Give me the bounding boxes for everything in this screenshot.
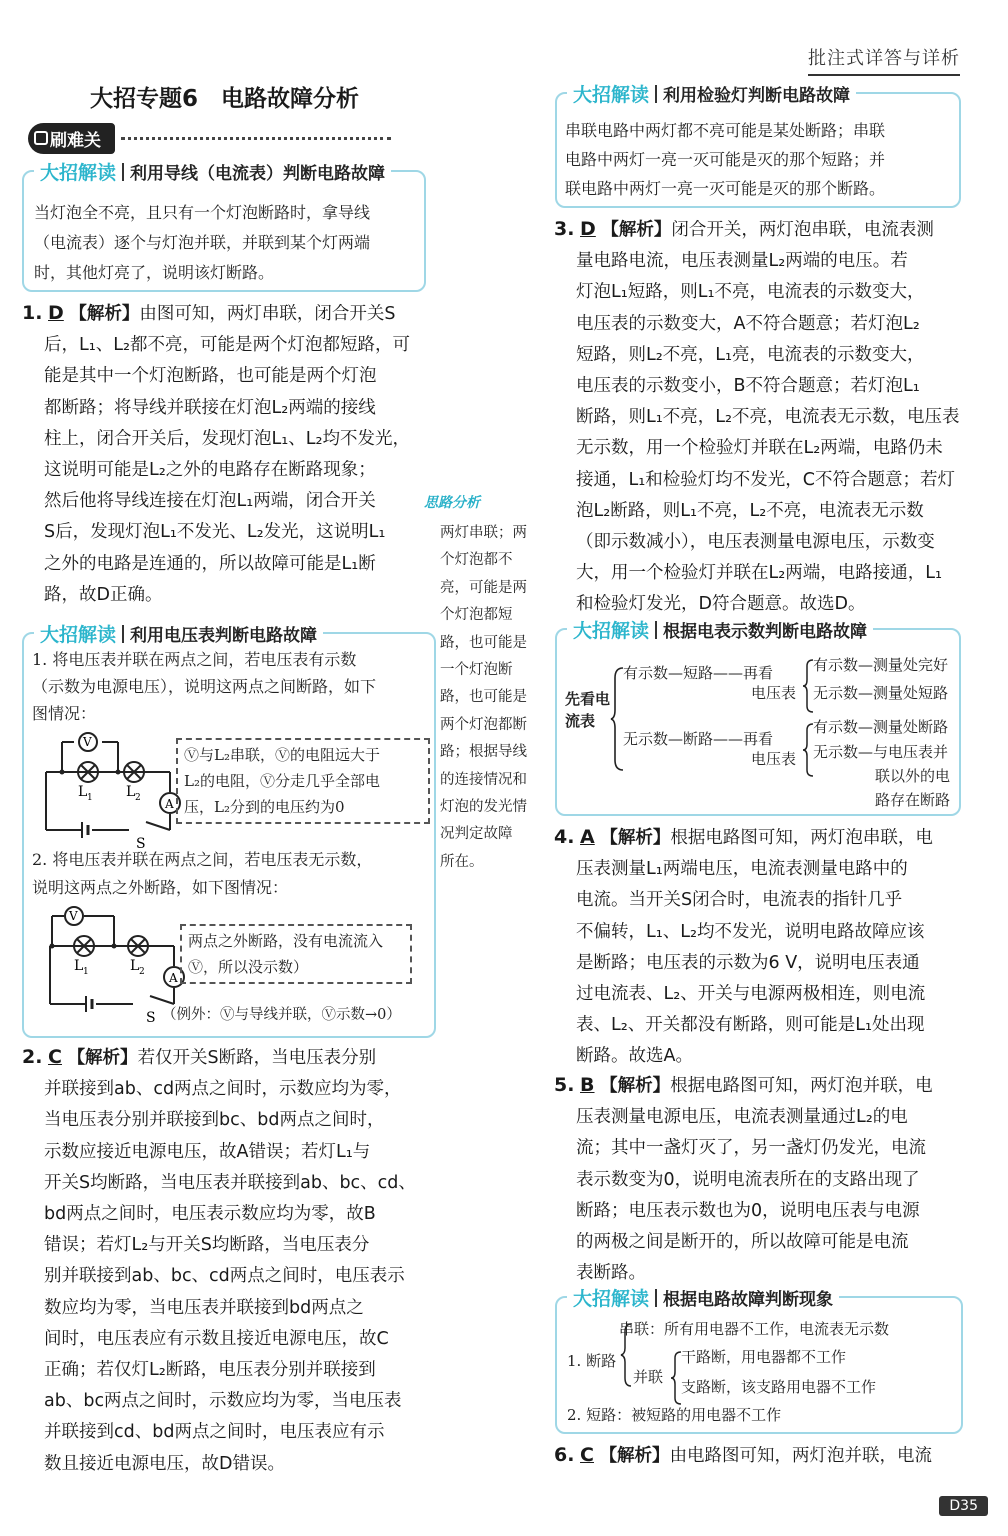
tree-leaf: 串联：所有用电器不工作，电流表无示数	[619, 1320, 890, 1338]
sidenote-line: 灯泡的发光情	[440, 799, 527, 816]
answer-key: B	[580, 1074, 595, 1096]
answer-key: A	[580, 826, 595, 848]
lamp-subscript: 1	[87, 793, 93, 803]
answer-key: C	[580, 1444, 594, 1466]
tip-line: 串联电路中两灯都不亮可能是某处断路；串联	[565, 121, 886, 140]
tree-branch-cont: 电压表	[751, 684, 797, 702]
answer-line: 由图可知，两灯串联，闭合开关S	[139, 304, 396, 324]
answer-line: 电压表的示数变小，B不符合题意；若灯泡L₁	[576, 376, 920, 397]
tip-line: （电流表）逐个与灯泡并联，并联到某个灯两端	[34, 233, 371, 252]
tip-box-wire	[22, 162, 426, 292]
diagram-note-1	[176, 738, 430, 824]
answer-1	[22, 298, 432, 611]
sidenote-line: 况判定故障	[440, 826, 513, 843]
sidenote-line: 所在。	[440, 853, 484, 870]
tip-box-header	[34, 158, 391, 185]
lamp-label: L	[130, 958, 140, 974]
answer-line: 接通，L₁和检验灯均不发光，C不符合题意；若灯	[576, 469, 955, 490]
answer-line: 断路。故选A。	[576, 1046, 693, 1067]
tree-root: 2. 短路：被短路的用电器不工作	[567, 1406, 782, 1424]
answer-line: 不偏转，L₁、L₂均不发光，说明电路故障应该	[576, 921, 925, 942]
header-tag: 批注式详答与详析	[808, 44, 960, 76]
lamp-subscript: 2	[139, 967, 145, 977]
tip-line: 图情况：	[32, 704, 97, 723]
tip-line: 联电路中两灯一亮一灭可能是灭的那个断路。	[565, 179, 886, 198]
header-separator	[655, 1289, 657, 1307]
answer-line: 柱上，闭合开关后，发现灯泡L₁、L₂均不发光，	[44, 428, 411, 449]
tip-tag: 大招解读	[40, 162, 117, 184]
junction-dot	[112, 944, 117, 949]
tip-title: 利用检验灯判断电路故障	[663, 86, 851, 106]
answer-line: 并联接到ab、cd两点之间时，示数应均为零，	[44, 1079, 402, 1100]
analysis-label: 【解析】	[67, 1048, 138, 1068]
analysis-label: 【解析】	[599, 1446, 670, 1466]
answer-line: 根据电路图可知，两灯泡并联，电	[670, 1076, 933, 1096]
sidenote-line: 一个灯泡断	[440, 662, 513, 679]
section-flag	[28, 122, 391, 154]
tip-line: 说明这两点之外断路，如下图情况：	[32, 878, 289, 897]
tip-tag: 大招解读	[573, 84, 650, 106]
answer-line: 表示数变为0，说明电流表所在的支路出现了	[576, 1169, 920, 1190]
question-number: 5.	[554, 1074, 575, 1096]
tip-title: 利用导线（电流表）判断电路故障	[130, 164, 386, 184]
answer-line: 示数应接近电源电压，故A错误；若灯L₁与	[44, 1141, 371, 1162]
question-number: 3.	[554, 218, 575, 240]
lamp-subscript: 1	[83, 967, 89, 977]
tip-line: 时，其他灯亮了，说明该灯断路。	[34, 263, 275, 282]
question-number: 1.	[22, 302, 43, 324]
tree-leaf: 有示数—测量处完好	[813, 656, 949, 674]
answer-line: 的两极之间是断开的，所以故障可能是电流	[576, 1232, 909, 1253]
answer-6	[554, 1440, 974, 1472]
tree-root	[565, 688, 610, 732]
note-line: 压，L₂分到的电压约为0	[184, 798, 345, 816]
tip-text	[32, 646, 376, 727]
tree-branch-cont: 电压表	[751, 750, 797, 768]
tip-title: 根据电路故障判断现象	[663, 1290, 834, 1310]
tree-leaf-line: 路存在断路	[875, 791, 951, 809]
answer-line: 压表测量电源电压，电流表测量通过L₂的电	[576, 1107, 908, 1128]
answer-line: 是断路；电压表的示数为6 V，说明电压表通	[576, 952, 920, 973]
note-line: Ⓥ与L₂串联，Ⓥ的电阻远大于	[184, 746, 380, 764]
page-title: 大招专题6 电路故障分析	[90, 86, 360, 112]
lamp-label: L	[74, 958, 84, 974]
tip-tag: 大招解读	[573, 1288, 650, 1310]
tree-root-line: 先看电	[565, 690, 611, 708]
analysis-label: 【解析】	[69, 304, 140, 324]
tip-line: 当灯泡全不亮，且只有一个灯泡断路时，拿导线	[34, 203, 371, 222]
answer-line: 后，L₁、L₂都不亮，可能是两个灯泡都短路，可	[44, 335, 411, 356]
analysis-label: 【解析】	[600, 1076, 671, 1096]
lamp-subscript: 2	[135, 793, 141, 803]
answer-line: 流；其中一盏灯灭了，另一盏灯仍发光，电流	[576, 1138, 926, 1159]
answer-line: 泡L₂断路，则L₁不亮，L₂不亮，电流表无示数	[576, 500, 924, 521]
sidenote-label: 思路分析	[424, 495, 480, 511]
voltmeter-label: V	[69, 909, 78, 923]
answer-line: bd两点之间时，电压表示数应均为零，故B	[44, 1204, 376, 1225]
switch-label: S	[136, 836, 146, 852]
tree-root: 1. 断路	[567, 1352, 617, 1370]
answer-line: 电压表的示数变大，A不符合题意；若灯泡L₂	[576, 313, 920, 334]
ammeter-label: A	[169, 971, 178, 985]
answer-key: D	[580, 218, 596, 240]
lamp-label: L	[78, 784, 88, 800]
tip-line: 1. 将电压表并联在两点之间，若电压表有示数	[32, 650, 357, 669]
answer-5	[554, 1070, 966, 1289]
answer-key: C	[48, 1046, 62, 1068]
answer-3	[554, 214, 966, 621]
tree-leaf: 干路断，用电器都不工作	[681, 1348, 847, 1366]
junction-dot	[60, 770, 65, 775]
answer-line: 错误；若灯L₂与开关S均断路，当电压表分	[44, 1235, 370, 1256]
junction-dot	[50, 944, 55, 949]
tree-leaf: 支路断，该支路用电器不工作	[681, 1378, 877, 1396]
question-number: 2.	[22, 1046, 43, 1068]
switch-label: S	[146, 1010, 156, 1026]
tree-leaf: 无示数—测量处短路	[813, 684, 949, 702]
answer-line: 灯泡L₁短路，则L₁不亮，电流表的示数变大，	[576, 282, 925, 303]
header-separator	[655, 621, 657, 639]
exception-note: （例外：Ⓥ与导线并联，Ⓥ示数→0）	[162, 1007, 401, 1023]
sidenote-line: 两灯串联；两	[440, 525, 527, 541]
tree-leaf	[813, 740, 950, 812]
tip-box-test-lamp	[555, 84, 961, 208]
answer-line: 短路，则L₂不亮，L₁亮，电流表的示数变大，	[576, 344, 925, 365]
note-line: Ⓥ，所以没示数）	[188, 958, 309, 976]
tip-tag: 大招解读	[573, 620, 650, 642]
page-number: D35	[939, 1496, 988, 1516]
tree-branch: 无示数—断路——再看	[623, 730, 774, 748]
tip-line: （示数为电源电压），说明这两点之间断路，如下	[32, 677, 377, 696]
sidenote-line: 个灯泡都短	[440, 607, 513, 624]
header-separator	[122, 625, 124, 643]
tip-text	[565, 116, 885, 203]
voltmeter-label: V	[83, 735, 92, 749]
sidenote-line: 的连接情况和	[440, 771, 527, 788]
answer-line: 能是其中一个灯泡断路，也可能是两个灯泡	[44, 366, 377, 387]
answer-line: 这说明可能是L₂之外的电路存在断路现象；	[44, 460, 376, 481]
tip-tag: 大招解读	[40, 624, 117, 646]
answer-line: 量电路电流，电压表测量L₂两端的电压。若	[576, 251, 908, 272]
answer-line: 数应均为零，当电压表并联接到bd两点之	[44, 1297, 364, 1318]
sidenote-line: 路，也可能是	[440, 634, 527, 651]
tip-box-fault-phenomena	[555, 1288, 963, 1434]
tree-brace	[619, 1320, 633, 1390]
tip-line: 2. 将电压表并联在两点之间，若电压表无示数，	[32, 850, 373, 869]
answer-line: 压表测量L₁两端电压，电流表测量电路中的	[576, 859, 908, 880]
lamp-label: L	[126, 784, 136, 800]
tip-box-header	[567, 616, 873, 643]
analysis-label: 【解析】	[600, 828, 671, 848]
diagram-note-2	[180, 924, 412, 984]
answer-line: ab、bc两点之间时，示数应均为零，当电压表	[44, 1391, 402, 1412]
answer-line: 断路，则L₁不亮，L₂不亮，电流表无示数，电压表	[576, 407, 960, 428]
note-line: 两点之外断路，没有电流流入	[188, 932, 384, 950]
tip-title: 根据电表示数判断电路故障	[663, 622, 868, 642]
junction-dot	[116, 770, 121, 775]
note-line: L₂的电阻，Ⓥ分走几乎全部电	[184, 772, 380, 790]
tip-box-header	[34, 620, 323, 647]
sidenote	[440, 520, 550, 876]
tip-box-meter-reading	[555, 620, 961, 816]
answer-4	[554, 822, 966, 1073]
question-number: 6.	[554, 1444, 575, 1466]
sidenote-line: 路，也可能是	[440, 689, 527, 706]
answer-line: 大，用一个检验灯并联在L₂两端，电路接通，L₁	[576, 563, 943, 584]
answer-line: 和检验灯发光，D符合题意。故选D。	[576, 594, 866, 615]
answer-line: 闭合开关，两灯泡串联，电流表测	[671, 220, 934, 240]
tip-box-header	[567, 80, 856, 107]
answer-line: 电流。当开关S闭合时，电流表的指针几乎	[576, 890, 903, 911]
answer-line: 根据电路图可知，两灯泡串联，电	[670, 828, 933, 848]
answer-line: 数且接近电源电压，故D错误。	[44, 1453, 285, 1474]
answer-line: 表、L₂、开关都没有断路，则可能是L₁处出现	[576, 1015, 925, 1036]
header-separator	[122, 163, 124, 181]
answer-line: 都断路；将导线并联接在灯泡L₂两端的接线	[44, 397, 376, 418]
answer-line: 别并联接到ab、bc、cd两点之间时，电压表示	[44, 1266, 405, 1287]
sidenote-line: 路；根据导线	[440, 744, 527, 761]
answer-key: D	[48, 302, 64, 324]
sidenote-line: 亮，可能是两	[440, 579, 527, 596]
header-separator	[655, 85, 657, 103]
tip-box-header	[567, 1284, 839, 1311]
answer-line: 并联接到cd、bd两点之间时，电压表应有示	[44, 1422, 385, 1443]
tree-leaf-line: 联以外的电	[875, 767, 951, 785]
answer-line: 表断路。	[576, 1263, 646, 1284]
answer-line: 开关S均断路，当电压表并联接到ab、bc、cd、	[44, 1172, 416, 1193]
answer-line: 间时，电压表应有示数且接近电源电压，故C	[44, 1328, 389, 1349]
flag-dotted-rule	[121, 137, 391, 140]
circuit-diagram-1	[34, 732, 184, 852]
answer-line: S后，发现灯泡L₁不发光、L₂发光，这说明L₁	[44, 522, 386, 543]
answer-line: 若仅开关S断路，当电压表分别	[137, 1048, 377, 1068]
tip-box-voltmeter	[22, 624, 436, 1038]
answer-line: 然后他将导线连接在灯泡L₁两端，闭合开关	[44, 491, 376, 512]
tree-branch: 有示数—短路——再看	[623, 664, 774, 682]
answer-line: 断路；电压表示数也为0，说明电压表与电源	[576, 1200, 920, 1221]
answer-2	[22, 1042, 434, 1480]
tip-text	[32, 846, 372, 902]
tip-text	[34, 198, 370, 288]
answer-line: 无示数，用一个检验灯并联在L₂两端，电路仍未	[576, 438, 943, 459]
answer-line: （即示数减小），电压表测量电源电压，示数变	[576, 532, 935, 553]
tip-title: 利用电压表判断电路故障	[130, 626, 318, 646]
answer-line: 之外的电路是连通的，所以故障可能是L₁断	[44, 553, 376, 574]
answer-line: 过电流表、L₂、开关与电源两极相连，则电流	[576, 984, 926, 1005]
tree-root-line: 流表	[565, 712, 596, 730]
section-flag-label: 刷难关	[28, 123, 115, 154]
answer-line: 路，故D正确。	[44, 584, 163, 605]
analysis-label: 【解析】	[601, 220, 672, 240]
tree-leaf-line: 无示数—与电压表并	[813, 743, 949, 761]
answer-line: 当电压表分别并联接到bc、bd两点之间时，	[44, 1110, 385, 1131]
question-number: 4.	[554, 826, 575, 848]
tree-branch: 并联	[633, 1368, 664, 1386]
ammeter-label: A	[165, 797, 174, 811]
tree-leaf: 有示数—测量处断路	[813, 718, 949, 736]
sidenote-line: 两个灯泡都断	[440, 716, 527, 733]
sidenote-line: 个灯泡都不	[440, 552, 513, 569]
tip-line: 电路中两灯一亮一灭可能是灭的那个短路；并	[565, 150, 886, 169]
answer-line: 由电路图可知，两灯泡并联，电流	[669, 1446, 933, 1466]
answer-line: 正确；若仅灯L₂断路，电压表分别并联接到	[44, 1360, 376, 1381]
